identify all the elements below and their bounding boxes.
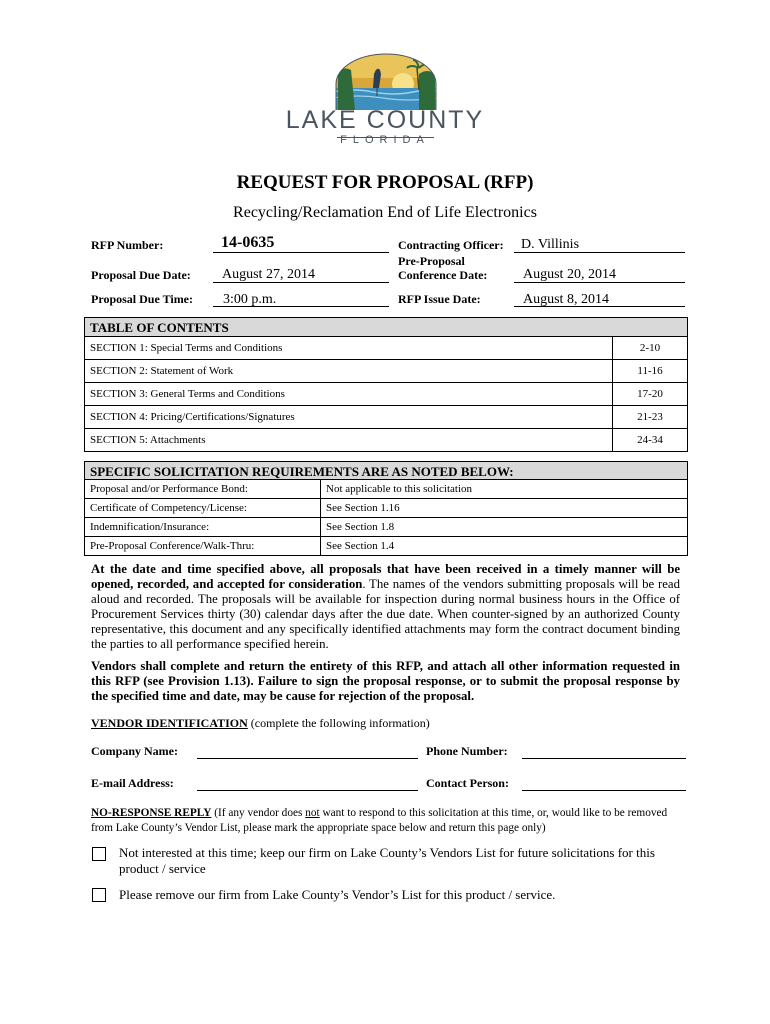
toc-pages: 24-34 bbox=[613, 429, 688, 452]
not-interested-option: Not interested at this time; keep our firm on Lake County’s Vendors List for future solicitations for this product / service bbox=[119, 845, 655, 876]
requirement-row bbox=[85, 537, 687, 556]
toc-section: SECTION 5: Attachments bbox=[90, 434, 206, 446]
remove-firm-checkbox[interactable] bbox=[92, 888, 106, 902]
vendor-heading-title: VENDOR IDENTIFICATION bbox=[91, 716, 248, 730]
not-interested-checkbox[interactable] bbox=[92, 847, 106, 861]
vendor-heading-note: (complete the following information) bbox=[247, 716, 430, 730]
phone-number-label: Phone Number: bbox=[426, 744, 508, 758]
toc-table bbox=[85, 337, 687, 451]
toc-pages: 11-16 bbox=[613, 360, 688, 383]
toc-section: SECTION 1: Special Terms and Conditions bbox=[85, 337, 613, 360]
no-response-reply bbox=[91, 806, 683, 836]
requirement-item: Proposal and/or Performance Bond: bbox=[85, 480, 321, 499]
remove-firm-option: Please remove our firm from Lake County’s Vendor’s List for this product / service. bbox=[119, 887, 556, 902]
pre-proposal-label-line2: Conference Date: bbox=[398, 268, 488, 282]
requirement-row bbox=[85, 480, 687, 499]
requirement-value: Not applicable to this solicitation bbox=[321, 480, 688, 499]
requirement-value: See Section 1.4 bbox=[326, 540, 395, 552]
toc-row bbox=[85, 429, 687, 452]
pre-proposal-label bbox=[398, 254, 487, 282]
toc-row bbox=[85, 383, 687, 406]
no-response-not: not bbox=[305, 807, 320, 819]
proposal-due-date-label: Proposal Due Date: bbox=[91, 268, 191, 282]
pre-proposal-label-line1: Pre-Proposal bbox=[398, 254, 465, 268]
contracting-officer-label: Contracting Officer: bbox=[398, 238, 504, 252]
vendor-identification-heading bbox=[91, 716, 430, 731]
contact-person-input[interactable] bbox=[522, 775, 686, 791]
company-name-input[interactable] bbox=[197, 743, 418, 759]
no-response-heading: NO-RESPONSE REPLY bbox=[91, 807, 212, 819]
toc-pages: 17-20 bbox=[613, 383, 688, 406]
proposal-due-date: August 27, 2014 bbox=[222, 267, 315, 282]
requirements-heading: SPECIFIC SOLICITATION REQUIREMENTS ARE AS NOTED BELOW: bbox=[85, 462, 687, 480]
contracting-officer-field bbox=[514, 235, 685, 253]
toc-section: SECTION 3: General Terms and Conditions bbox=[85, 383, 613, 406]
rfp-number-label: RFP Number: bbox=[91, 238, 164, 252]
pre-proposal-date: August 20, 2014 bbox=[523, 267, 616, 282]
opening-paragraph-rest: . The names of the vendors submitting proposals will be read aloud and recorded. The proposals will be available for inspection during normal business hours in the Office of Procurement Services thirty (30) calendar days after the due date. When counter-signed by an authorized County representative, this document and any specifically identified attachments may form the contract document binding the parties to all performance specified herein. bbox=[91, 577, 680, 651]
requirement-item: Indemnification/Insurance: bbox=[85, 518, 321, 537]
requirement-value: See Section 1.16 bbox=[321, 499, 688, 518]
document-subtitle: Recycling/Reclamation End of Life Electronics bbox=[233, 204, 537, 221]
requirement-value: See Section 1.8 bbox=[321, 518, 688, 537]
no-response-text-b: want to respond to this solicitation at this time, or, would like to be removed from Lake County’s Vendor List, please mark the appropriate space below and return this page only) bbox=[91, 807, 668, 834]
toc-section: SECTION 4: Pricing/Certifications/Signatures bbox=[85, 406, 613, 429]
rfp-number-field bbox=[213, 234, 389, 253]
lake-county-logo bbox=[333, 52, 439, 110]
contact-person-label: Contact Person: bbox=[426, 776, 509, 790]
document-title: REQUEST FOR PROPOSAL (RFP) bbox=[236, 172, 534, 193]
requirements-table bbox=[85, 480, 687, 555]
toc-heading: TABLE OF CONTENTS bbox=[85, 318, 687, 337]
org-name: LAKE COUNTY bbox=[285, 106, 485, 134]
phone-number-input[interactable] bbox=[522, 743, 686, 759]
email-label: E-mail Address: bbox=[91, 776, 174, 790]
solicitation-requirements bbox=[84, 461, 688, 556]
company-name-label: Company Name: bbox=[91, 744, 178, 758]
no-response-text-a: (If any vendor does bbox=[211, 807, 306, 819]
contracting-officer: D. Villinis bbox=[521, 237, 580, 252]
submission-paragraph: Vendors shall complete and return the entirety of this RFP, and attach all other information requested in this RFP (see Provision 1.13). Failure to sign the proposal response, or to submit the proposal response by the specified time and date, may be cause for rejection of the proposal. bbox=[91, 659, 680, 703]
proposal-due-time-field bbox=[213, 290, 389, 307]
table-of-contents bbox=[84, 317, 688, 452]
requirement-row bbox=[85, 518, 687, 537]
rfp-issue-date-field bbox=[514, 290, 685, 307]
rfp-number: 14-0635 bbox=[221, 234, 275, 251]
proposal-due-time-label: Proposal Due Time: bbox=[91, 292, 194, 306]
toc-row bbox=[85, 406, 687, 429]
email-input[interactable] bbox=[197, 775, 418, 791]
toc-row bbox=[85, 360, 687, 383]
pre-proposal-date-field bbox=[514, 265, 685, 283]
proposal-due-date-field bbox=[213, 265, 389, 283]
org-state: FLORIDA bbox=[340, 134, 430, 146]
toc-row bbox=[85, 337, 687, 360]
toc-pages: 21-23 bbox=[613, 406, 688, 429]
toc-section: SECTION 2: Statement of Work bbox=[85, 360, 613, 383]
requirement-item: Pre-Proposal Conference/Walk-Thru: bbox=[85, 537, 321, 556]
opening-paragraph-bold: At the date and time specified above, all proposals that have been received in a timely manner will be opened, recorded, and accepted for consideration bbox=[91, 562, 680, 591]
proposal-due-time: 3:00 p.m. bbox=[223, 292, 277, 307]
rfp-issue-date: August 8, 2014 bbox=[523, 292, 609, 307]
rfp-issue-date-label: RFP Issue Date: bbox=[398, 292, 481, 306]
toc-pages: 2-10 bbox=[613, 337, 688, 360]
requirement-row bbox=[85, 499, 687, 518]
opening-paragraph bbox=[91, 562, 680, 652]
requirement-item: Certificate of Competency/License: bbox=[85, 499, 321, 518]
